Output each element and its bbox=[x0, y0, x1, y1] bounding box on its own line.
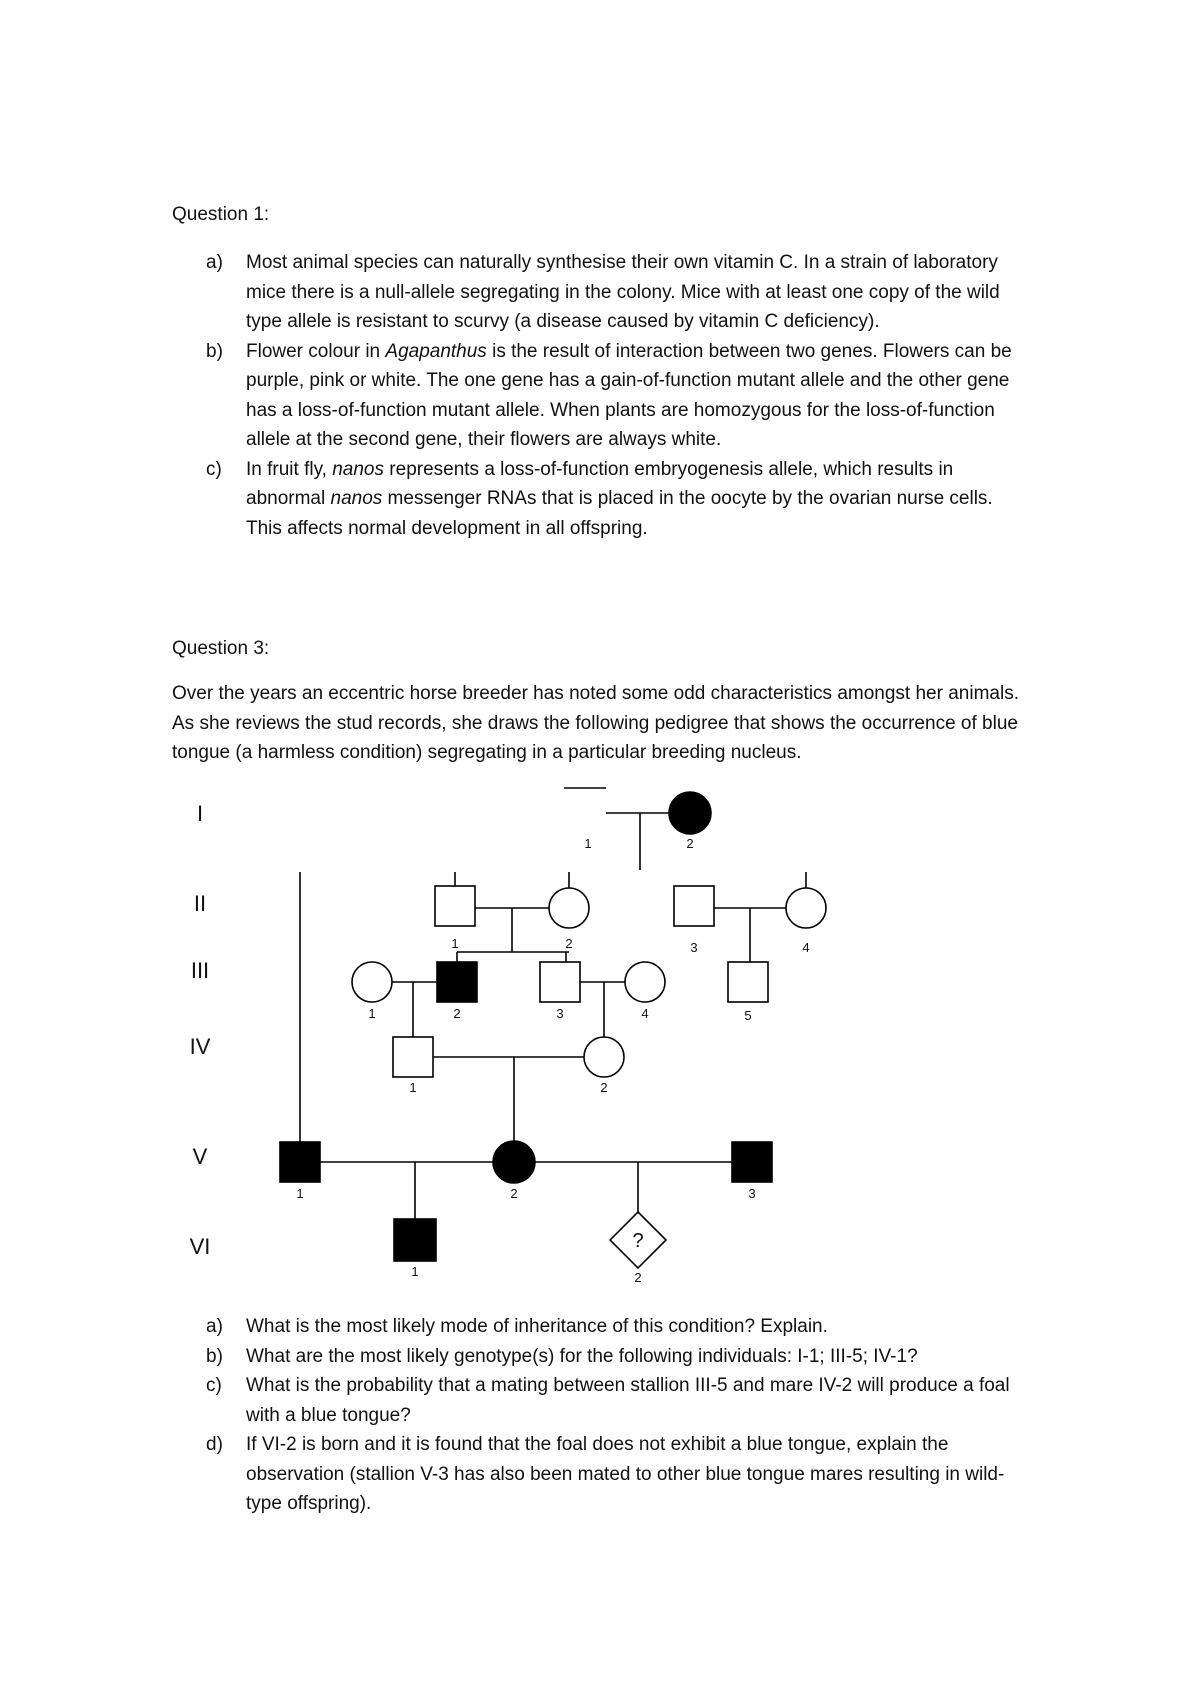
individual-label-iii-3: 3 bbox=[556, 1006, 564, 1021]
individual-label-v-2: 2 bbox=[510, 1186, 518, 1201]
list-marker: d) bbox=[206, 1434, 223, 1455]
generation-label-I: I bbox=[196, 801, 204, 826]
question-1-heading: Question 1: bbox=[172, 204, 270, 225]
question-1-list bbox=[172, 248, 1032, 543]
question-3-heading: Question 3: bbox=[172, 638, 270, 659]
question-1-item bbox=[172, 337, 1032, 455]
generation-label-III: III bbox=[190, 958, 210, 983]
individual-label-iii-4: 4 bbox=[641, 1006, 649, 1021]
individual-ii-3 bbox=[674, 886, 714, 926]
list-marker: b) bbox=[206, 1345, 223, 1367]
question-3-list bbox=[172, 1312, 1032, 1519]
list-marker: a) bbox=[206, 1316, 223, 1337]
question-3-intro: Over the years an eccentric horse breeder has noted some odd characteristics amongst her animals. As she reviews the stud records, she draws the following pedigree that shows the occurrence of blue tongue (a harmless condition) segregating in a particular breeding nucleus. bbox=[172, 683, 1019, 763]
individual-v-2 bbox=[493, 1141, 535, 1183]
individual-label-ii-3: 3 bbox=[690, 940, 698, 955]
list-marker: b) bbox=[206, 340, 223, 362]
individual-vi-1 bbox=[394, 1219, 436, 1261]
generation-label-II: II bbox=[193, 891, 207, 916]
individual-label-i-2: 2 bbox=[686, 836, 694, 851]
individual-label-iv-1: 1 bbox=[409, 1080, 417, 1095]
item-text: What is the probability that a mating between stallion III-5 and mare IV-2 will produce a foal with a blue tongue? bbox=[246, 1375, 1010, 1426]
item-text: If VI-2 is born and it is found that the foal does not exhibit a blue tongue, explain the observation (stallion V-3 has also been mated to other blue tongue mares resulting in wild-type offspring). bbox=[246, 1434, 1005, 1514]
list-marker: a) bbox=[206, 252, 223, 273]
individual-iv-2 bbox=[584, 1037, 624, 1077]
individual-label-ii-1: 1 bbox=[451, 936, 459, 951]
list-marker: c) bbox=[206, 458, 222, 480]
unknown-status-mark: ? bbox=[632, 1230, 644, 1252]
item-text: Most animal species can naturally synthesise their own vitamin C. In a strain of laboratory mice there is a null-allele segregating in the colony. Mice with at least one copy of the wild type allele is resistant to scurvy (a disease caused by vitamin C deficiency). bbox=[246, 252, 1000, 332]
item-text: What are the most likely genotype(s) for the following individuals: I-1; III-5; IV-1? bbox=[246, 1345, 918, 1367]
item-text: In fruit fly, nanos represents a loss-of-function embryogenesis allele, which results in abnormal nanos messenger RNAs that is placed in the oocyte by the ovarian nurse cells. This affects normal development in all offspring. bbox=[246, 458, 993, 539]
individual-ii-1 bbox=[435, 886, 475, 926]
individual-iii-5 bbox=[728, 962, 768, 1002]
question-1-item bbox=[172, 455, 1032, 544]
individual-label-iii-1: 1 bbox=[368, 1006, 376, 1021]
question-3-item bbox=[172, 1371, 1032, 1430]
question-3-item bbox=[172, 1342, 1032, 1372]
generation-label-VI: VI bbox=[189, 1234, 211, 1259]
individual-iv-1 bbox=[393, 1037, 433, 1077]
individual-ii-2 bbox=[549, 888, 589, 928]
pedigree-diagram bbox=[0, 770, 1200, 1310]
individual-label-v-1: 1 bbox=[296, 1186, 304, 1201]
individual-label-iii-5: 5 bbox=[744, 1008, 752, 1023]
individual-label-ii-2: 2 bbox=[565, 936, 573, 951]
individual-label-v-3: 3 bbox=[748, 1186, 756, 1201]
individual-label-iii-2: 2 bbox=[453, 1006, 461, 1021]
individual-label-ii-4: 4 bbox=[802, 940, 810, 955]
individual-iii-2 bbox=[437, 962, 477, 1002]
question-1-item bbox=[172, 248, 1032, 337]
individual-iii-1 bbox=[352, 962, 392, 1002]
individual-iii-4 bbox=[625, 962, 665, 1002]
item-text: What is the most likely mode of inheritance of this condition? Explain. bbox=[246, 1316, 828, 1337]
individual-v-1 bbox=[280, 1142, 320, 1182]
item-text: Flower colour in Agapanthus is the result of interaction between two genes. Flowers can be purple, pink or white. The one gene has a gain-of-function mutant allele and the other gene has a loss-of-function mutant allele. When plants are homozygous for the loss-of-function allele at the second gene, their flowers are always white. bbox=[246, 340, 1012, 450]
question-3-item bbox=[172, 1312, 1032, 1342]
generation-label-IV: IV bbox=[189, 1034, 211, 1059]
individual-label-vi-2: 2 bbox=[634, 1270, 642, 1285]
individual-label-i-1: 1 bbox=[584, 836, 592, 851]
individual-i-2 bbox=[669, 792, 711, 834]
question-3-item bbox=[172, 1430, 1032, 1519]
individual-v-3 bbox=[732, 1142, 772, 1182]
individual-iii-3 bbox=[540, 962, 580, 1002]
individual-ii-4 bbox=[786, 888, 826, 928]
list-marker: c) bbox=[206, 1375, 222, 1396]
individual-label-iv-2: 2 bbox=[600, 1080, 608, 1095]
individual-label-vi-1: 1 bbox=[411, 1264, 419, 1279]
generation-label-V: V bbox=[192, 1144, 208, 1169]
